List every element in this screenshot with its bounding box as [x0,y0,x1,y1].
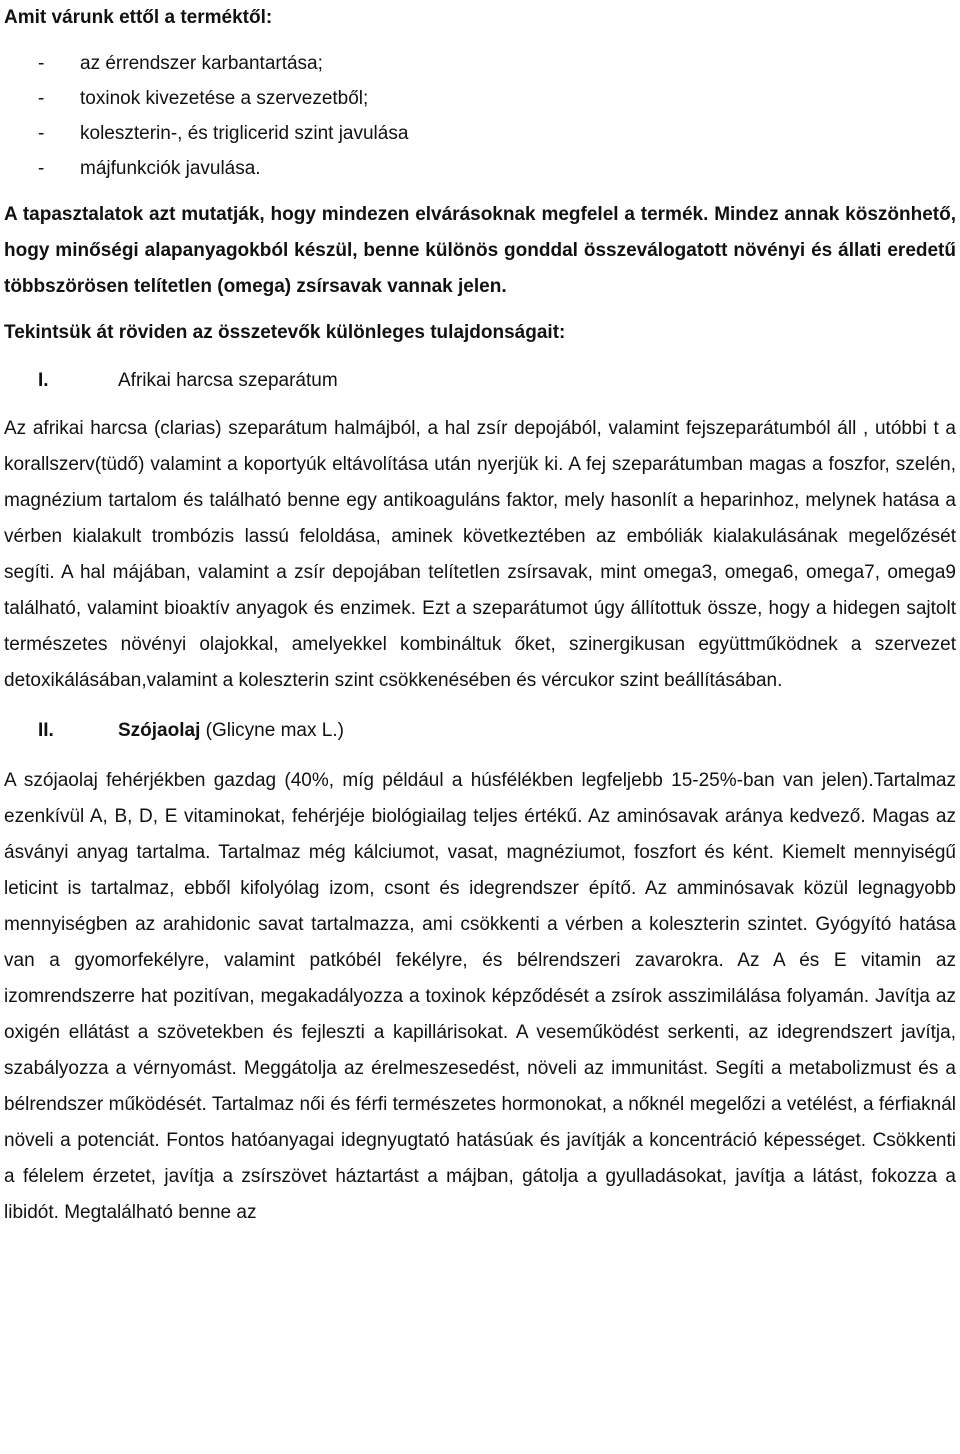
list-item [38,81,956,116]
list-item-text: koleszterin-, és triglicerid szint javulása [80,123,409,144]
bullet-marker: - [38,158,45,179]
section-heading-1 [4,363,956,399]
list-item [38,116,956,151]
section-title-bold: Szójaolaj [118,720,201,741]
section-title: Afrikai harcsa szeparátum [118,370,338,391]
section-number: II. [38,720,54,741]
list-item-text: az érrendszer karbantartása; [80,53,323,74]
section-number: I. [38,370,49,391]
intro-paragraph: A tapasztalatok azt mutatják, hogy mindezen elvárásoknak megfelel a termék. Mindez annak köszönhető, hogy minőségi alapanyagokból készül, benne különös gonddal összeválogatott növényi és állati eredetű többszörösen telítetlen (omega) zsírsavak vannak jelen. [4,204,956,297]
section-body-2: A szójaolaj fehérjékben gazdag (40%, míg például a húsfélékben legfeljebb 15-25%-ban van jelen).Tartalmaz ezenkívül A, B, D, E vitaminokat, fehérjéje biológiailag teljes értékű. Az aminósavak aránya kedvező. Magas az ásványi anyag tartalma. Tartalmaz még kálciumot, vasat, magnéziumot, foszfort és ként. Kiemelt mennyiségű leticint is tartalmaz, ebből kifolyólag izom, csont és idegrendszer építő. Az amminósavak közül legnagyobb mennyiségben az arahidonic savat tartalmazza, ami csökkenti a vérben a koleszterin szintet. Gyógyító hatása van a gyomorfekélyre, valamint patkóbél fekélyre, és bélrendszeri zavarokra. Az A és E vitamin az izomrendszerre hat pozitívan, megakadályozza a toxinok képződését a zsírok asszimilálása folyamán. Javítja az oxigén ellátást a szövetekben és fejleszti a kapillárisokat. A veseműködést serkenti, az idegrendszert javítja, szabályozza a vérnyomást. Meggátolja az érelmeszesedést, növeli az immunitást. Segíti a metabolizmust és a bélrendszer működését. Tartalmaz női és férfi természetes hormonokat, a nőknél megelőzi a vetélést, a férfiaknál növeli a potenciát. Fontos hatóanyagai idegnyugtató hatásúak és javítják a koncentráció képességet. Csökkenti a félelem érzetet, javítja a zsírszövet háztartást a májban, gátolja a gyulladásokat, javítja a látást, fokozza a libidót. Megtalálható benne az [4,770,956,1223]
bullet-marker: - [38,123,45,144]
section-heading-2 [4,713,956,749]
list-item-text: májfunkciók javulása. [80,158,261,179]
list-item [38,46,956,81]
section-title [118,713,344,749]
bullet-marker: - [38,53,45,74]
expectations-list [4,46,956,186]
review-paragraph: Tekintsük át röviden az összetevők különleges tulajdonságait: [4,322,566,343]
section-title-rest: (Glicyne max L.) [200,720,344,741]
list-item-text: toxinok kivezetése a szervezetből; [80,88,369,109]
bullet-marker: - [38,88,45,109]
section-body-1: Az afrikai harcsa (clarias) szeparátum halmájból, a hal zsír depojából, valamint fejszeparátumból áll , utóbbi t a korallszerv(tüdő) valamint a koportyúk eltávolítása után nyerjük ki. A fej szeparátumban magas a foszfor, szelén, magnézium tartalom és található benne egy antikoaguláns faktor, mely hasonlít a heparinhoz, melynek hatása a vérben kialakult trombózis lassú feloldása, aminek következtében az embóliák kialakulásának megelőzését segíti. A hal májában, valamint a zsír depojában telítetlen zsírsavak, mint omega3, omega6, omega7, omega9 található, valamint bioaktív anyagok és enzimek. Ezt a szeparátumot úgy állítottuk össze, hogy a hidegen sajtolt természetes növényi olajokkal, amelyekkel kombináltuk őket, szinergikusan együttműködnek a szervezet detoxikálásában,valamint a koleszterin szint csökkenésében és vércukor szint beállításában. [4,418,956,691]
list-item [38,151,956,186]
intro-heading: Amit várunk ettől a terméktől: [4,7,273,28]
